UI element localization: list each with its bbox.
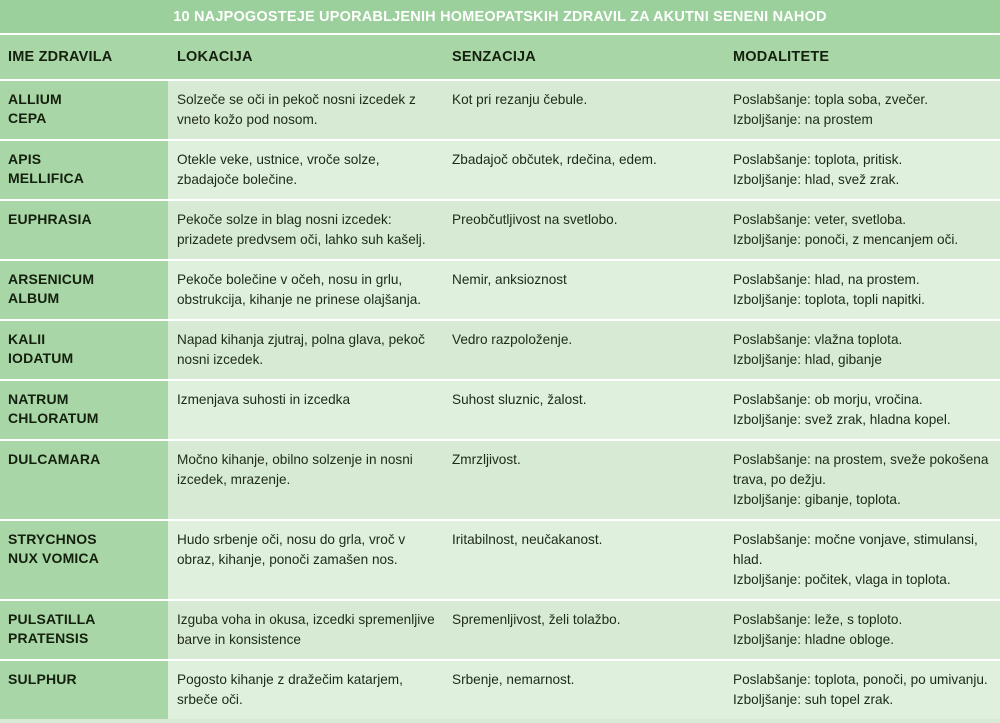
modality-worse: Poslabšanje: leže, s toploto. <box>733 612 903 627</box>
modality-better: Izboljšanje: počitek, vlaga in toplota. <box>733 572 951 587</box>
remedy-name-line: EUPHRASIA <box>8 211 92 227</box>
cell-sensation: Preobčutljivost na svetlobo. <box>450 199 730 259</box>
modality-worse: Poslabšanje: močne vonjave, stimulansi, hlad. <box>733 532 978 567</box>
cell-sensation: Suhost sluznic, žalost. <box>450 379 730 439</box>
column-header-location: LOKACIJA <box>177 49 253 65</box>
modality-worse: Poslabšanje: toplota, ponoči, po umivanju. <box>733 672 988 687</box>
cell-remedy-name <box>0 379 168 439</box>
cell-remedy-name <box>0 599 168 659</box>
table-row <box>0 439 1000 519</box>
modality-worse: Poslabšanje: toplota, pritisk. <box>733 152 903 167</box>
cell-remedy-name <box>0 319 168 379</box>
remedy-name-line: NUX VOMICA <box>8 550 99 566</box>
cell-modalities <box>730 519 1000 599</box>
remedy-name-line: ARSENICUM <box>8 271 95 287</box>
cell-location: Močno kihanje, obilno solzenje in nosni izcedek, mrazenje. <box>168 439 450 519</box>
cell-sensation: Iritabilnost, neučakanost. <box>450 519 730 599</box>
remedy-name-line: IODATUM <box>8 350 74 366</box>
remedy-name-line: PULSATILLA <box>8 611 96 627</box>
cell-location: Pekoče bolečine v očeh, nosu in grlu, obstrukcija, kihanje ne prinese olajšanja. <box>168 259 450 319</box>
cell-location: Pogosto kihanje z dražečim katarjem, srbeče oči. <box>168 659 450 719</box>
column-header-name: IME ZDRAVILA <box>8 49 113 65</box>
cell-location: Hudo srbenje oči, nosu do grla, vroč v obraz, kihanje, ponoči zamašen nos. <box>168 519 450 599</box>
remedy-name-line: NATRUM <box>8 391 69 407</box>
column-header-modalities: MODALITETE <box>733 49 830 65</box>
cell-location: Pekoče solze in blag nosni izcedek: prizadete predvsem oči, lahko suh kašelj. <box>168 199 450 259</box>
remedy-name-line: PRATENSIS <box>8 630 89 646</box>
cell-remedy-name <box>0 79 168 139</box>
modality-worse: Poslabšanje: topla soba, zvečer. <box>733 92 928 107</box>
cell-modalities <box>730 599 1000 659</box>
remedy-name-line: ALBUM <box>8 290 60 306</box>
modality-worse: Poslabšanje: na prostem, sveže pokošena trava, po dežju. <box>733 452 989 487</box>
cell-modalities <box>730 139 1000 199</box>
cell-location: Napad kihanja zjutraj, polna glava, pekoč nosni izcedek. <box>168 319 450 379</box>
table-row <box>0 599 1000 659</box>
modality-worse: Poslabšanje: ob morju, vročina. <box>733 392 923 407</box>
remedy-name-line: MELLIFICA <box>8 170 85 186</box>
page-title: 10 NAJPOGOSTEJE UPORABLJENIH HOMEOPATSKIH ZDRAVIL ZA AKUTNI SENENI NAHOD <box>173 8 827 25</box>
modality-better: Izboljšanje: na prostem <box>733 112 873 127</box>
modality-better: Izboljšanje: toplota, topli napitki. <box>733 292 925 307</box>
remedy-name-line: STRYCHNOS <box>8 531 97 547</box>
cell-sensation: Srbenje, nemarnost. <box>450 659 730 719</box>
cell-modalities <box>730 379 1000 439</box>
modality-better: Izboljšanje: hladne obloge. <box>733 632 894 647</box>
cell-remedy-name <box>0 659 168 719</box>
remedy-name-line: KALII <box>8 331 46 347</box>
cell-modalities <box>730 79 1000 139</box>
cell-location: Izmenjava suhosti in izcedka <box>168 379 450 439</box>
modality-better: Izboljšanje: hlad, svež zrak. <box>733 172 900 187</box>
table-row <box>0 379 1000 439</box>
cell-modalities <box>730 259 1000 319</box>
remedy-name-line: CEPA <box>8 110 47 126</box>
cell-remedy-name <box>0 139 168 199</box>
modality-better: Izboljšanje: suh topel zrak. <box>733 692 894 707</box>
remedy-name-line: CHLORATUM <box>8 410 99 426</box>
cell-location: Solzeče se oči in pekoč nosni izcedek z vneto kožo pod nosom. <box>168 79 450 139</box>
cell-modalities <box>730 659 1000 719</box>
modality-better: Izboljšanje: hlad, gibanje <box>733 352 882 367</box>
cell-remedy-name <box>0 439 168 519</box>
cell-remedy-name <box>0 519 168 599</box>
modality-worse: Poslabšanje: vlažna toplota. <box>733 332 903 347</box>
modality-worse: Poslabšanje: hlad, na prostem. <box>733 272 920 287</box>
cell-remedy-name <box>0 199 168 259</box>
remedy-name-line: DULCAMARA <box>8 451 101 467</box>
table-row <box>0 319 1000 379</box>
table-row <box>0 659 1000 719</box>
cell-sensation: Zbadajoč občutek, rdečina, edem. <box>450 139 730 199</box>
table-row <box>0 259 1000 319</box>
cell-sensation: Vedro razpoloženje. <box>450 319 730 379</box>
remedy-name-line: SULPHUR <box>8 671 77 687</box>
table-title-bar <box>0 0 1000 35</box>
table-header-row <box>0 35 1000 79</box>
column-header-sensation: SENZACIJA <box>452 49 536 65</box>
cell-location: Otekle veke, ustnice, vroče solze, zbadajoče bolečine. <box>168 139 450 199</box>
table-row <box>0 199 1000 259</box>
cell-sensation: Kot pri rezanju čebule. <box>450 79 730 139</box>
cell-sensation: Nemir, anksioznost <box>450 259 730 319</box>
table-row <box>0 519 1000 599</box>
cell-sensation: Zmrzljivost. <box>450 439 730 519</box>
table-row <box>0 139 1000 199</box>
table-body <box>0 79 1000 719</box>
cell-sensation: Spremenljivost, želi tolažbo. <box>450 599 730 659</box>
cell-modalities <box>730 199 1000 259</box>
remedy-name-line: APIS <box>8 151 42 167</box>
cell-location: Izguba voha in okusa, izcedki spremenljive barve in konsistence <box>168 599 450 659</box>
cell-modalities <box>730 439 1000 519</box>
modality-better: Izboljšanje: svež zrak, hladna kopel. <box>733 412 951 427</box>
modality-better: Izboljšanje: gibanje, toplota. <box>733 492 901 507</box>
cell-remedy-name <box>0 259 168 319</box>
modality-worse: Poslabšanje: veter, svetloba. <box>733 212 907 227</box>
remedy-name-line: ALLIUM <box>8 91 62 107</box>
cell-modalities <box>730 319 1000 379</box>
modality-better: Izboljšanje: ponoči, z mencanjem oči. <box>733 232 959 247</box>
table-row <box>0 79 1000 139</box>
